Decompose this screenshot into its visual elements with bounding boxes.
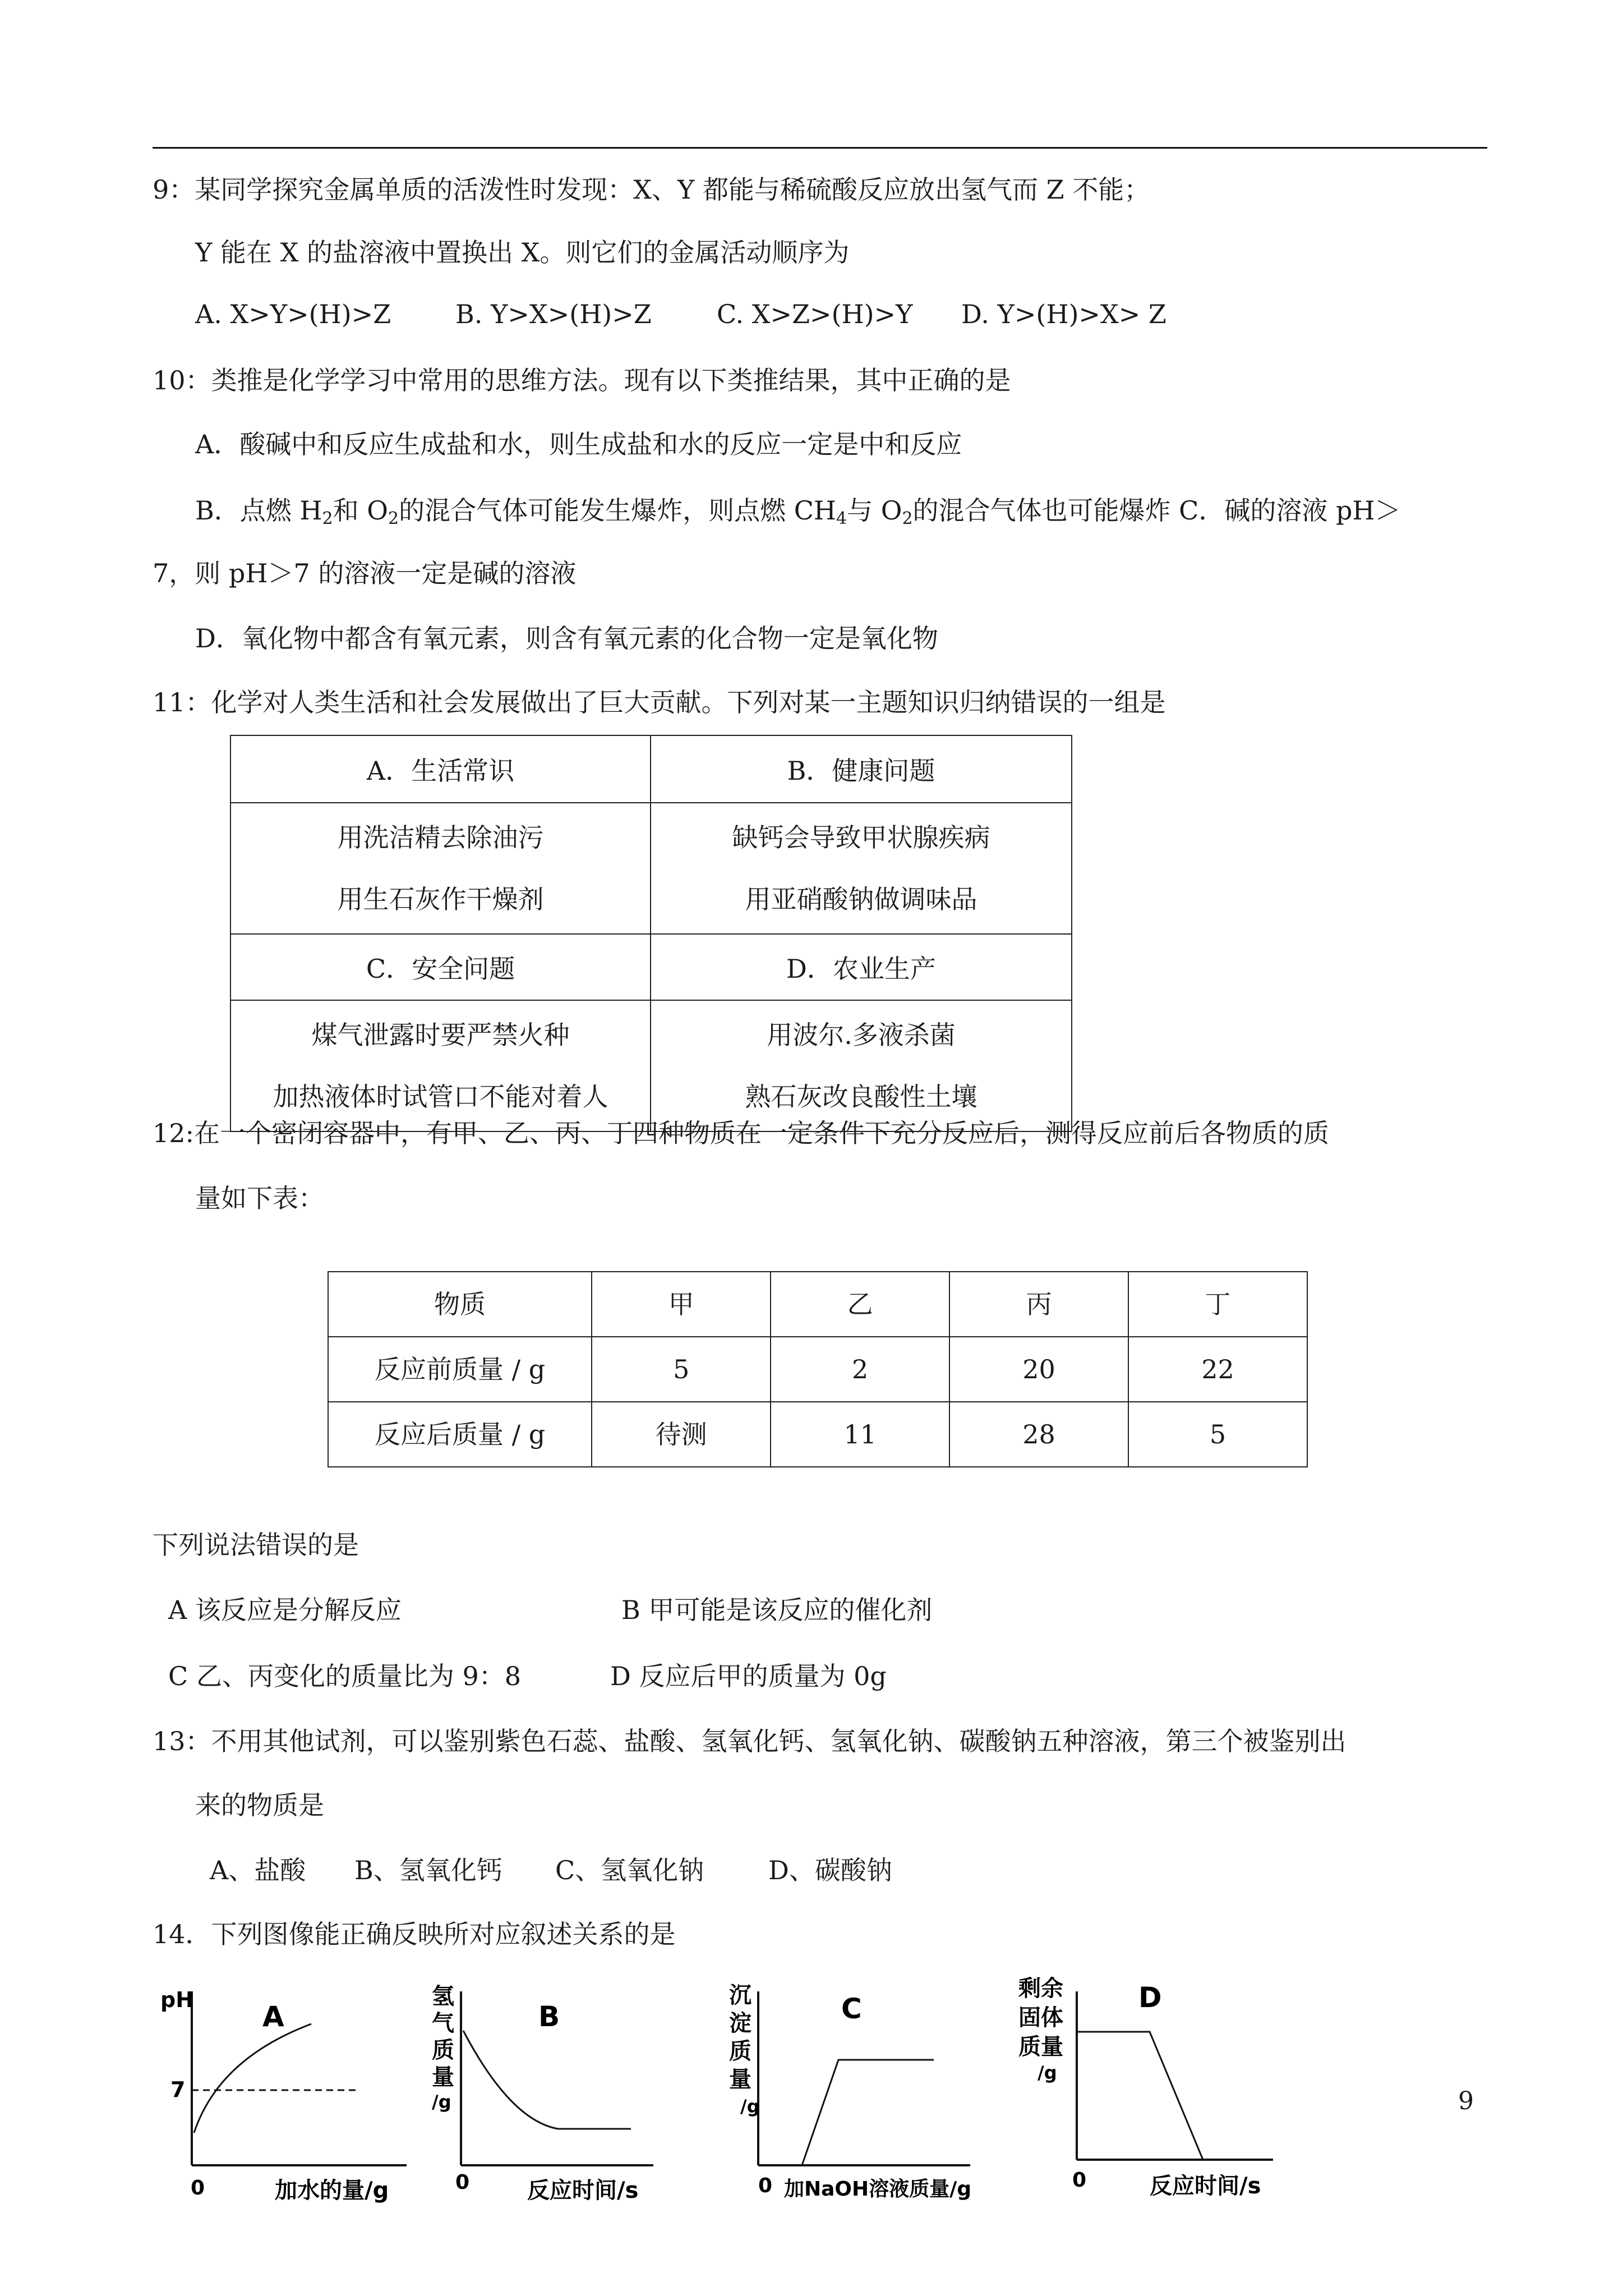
q10-option-d: D．氧化物中都含有氧元素，则含有氧元素的化合物一定是氧化物 [195,623,938,654]
q11-cell-d-body [651,1000,1072,1131]
graph-d-xlabel: 反应时间/s [1150,2173,1261,2199]
q11-cell-a-head: A．生活常识 [230,735,651,803]
q12-cell: 5 [1128,1402,1307,1467]
graph-a-xlabel: 加水的量/g [275,2178,389,2203]
q9-option-a: A. X>Y>(H)>Z [195,299,391,329]
q11-cell-a-body [230,803,651,934]
q12-cell: 11 [771,1402,949,1467]
q11-cell-c-body [230,1000,651,1131]
graph-a-curve [194,2024,311,2133]
q12-stem-line1: 12:在一个密闭容器中，有甲、乙、丙、丁四种物质在一定条件下充分反应后，测得反应前后各物质的质 [153,1118,1330,1148]
q13-stem-line1: 13：不用其他试剂，可以鉴别紫色石蕊、盐酸、氢氧化钙、氢氧化钠、碳酸钠五种溶液，第三个被鉴别出 [153,1726,1347,1756]
q12-cell: 反应前质量 / g [328,1337,592,1402]
q12-header-cell: 物质 [328,1272,592,1337]
graph-b-origin: 0 [455,2171,470,2194]
graph-d-yunit: /g [1038,2062,1057,2083]
q12-cell: 28 [949,1402,1128,1467]
q9-option-d: D. Y>(H)>X> Z [961,299,1166,329]
q9-option-b: B. Y>X>(H)>Z [455,299,652,329]
q12-prompt: 下列说法错误的是 [153,1530,359,1560]
graph-a-ref-label: 7 [170,2077,186,2102]
q11-c-item-2: 加热液体时试管口不能对着人 [273,1082,608,1112]
graph-b-xlabel: 反应时间/s [527,2178,639,2203]
q11-b-item-2: 用亚硝酸钠做调味品 [745,884,978,914]
graph-a-origin: 0 [191,2177,205,2200]
q12-header-cell: 乙 [771,1272,949,1337]
q12-option-a: A 该反应是分解反应 [168,1595,402,1625]
q11-a-item-2: 用生石灰作干燥剂 [337,884,544,914]
graph-b-ylabel-2: 气 [432,2010,454,2036]
graph-d-ylabel-2: 固体 [1018,2005,1063,2031]
graph-c-xlabel: 加NaOH溶液质量/g [784,2178,972,2201]
q12-table-row [328,1337,1307,1402]
q11-c-item-1: 煤气泄露时要严禁火种 [311,1020,570,1050]
q12-option-c: C 乙、丙变化的质量比为 9：8 [168,1661,521,1691]
graph-c-yunit: /g [740,2096,760,2117]
graph-a [157,1975,426,2205]
q9-stem-line2: Y 能在 X 的盐溶液中置换出 X。则它们的金属活动顺序为 [195,237,850,268]
q12-cell: 5 [592,1337,771,1402]
q13-option-a: A、盐酸 [210,1855,306,1885]
q10-stem: 10：类推是化学学习中常用的思维方法。现有以下类推结果，其中正确的是 [153,365,1011,395]
graph-b [426,1975,662,2205]
graph-c-ylabel-3: 质 [729,2039,751,2064]
q12-cell: 20 [949,1337,1128,1402]
q12-table-row [328,1402,1307,1467]
q11-b-item-1: 缺钙会导致甲状腺疾病 [732,822,990,853]
q12-cell: 反应后质量 / g [328,1402,592,1467]
q10-option-b: B．点燃 $H_2$和 $O_2$的混合气体可能发生爆炸，则点燃 $CH_4$与 $O_2$的混合气体也可能爆炸 C．碱的溶液 pH＞ [195,495,1401,528]
q13-stem-line2: 来的物质是 [195,1790,324,1820]
page-number: 9 [1458,2087,1474,2115]
graph-b-letter: B [538,2000,560,2033]
q9-stem-line1: 9：某同学探究金属单质的活泼性时发现：X、Y 都能与稀硫酸反应放出氢气而 Z 不能； [153,174,1150,205]
graph-c [723,1969,993,2205]
q12-option-b: B 甲可能是该反应的催化剂 [621,1595,933,1625]
graph-c-ylabel-1: 沉 [729,1982,751,2008]
q11-d-item-1: 用波尔.多液杀菌 [767,1020,956,1050]
q13-option-b: B、氢氧化钙 [354,1855,502,1885]
q11-stem: 11：化学对人类生活和社会发展做出了巨大贡献。下列对某一主题知识归纳错误的一组是 [153,687,1166,717]
q11-d-item-2: 熟石灰改良酸性土壤 [745,1082,978,1112]
q12-cell: 2 [771,1337,949,1402]
q10-option-c-continued: 7，则 pH＞7 的溶液一定是碱的溶液 [153,558,577,588]
graph-a-letter: A [262,2000,284,2033]
q12-cell: 待测 [592,1402,771,1467]
q12-mass-table [328,1271,1308,1467]
graph-b-ylabel-1: 氢 [432,1984,454,2009]
graph-d-origin: 0 [1072,2169,1087,2192]
q13-option-c: C、氢氧化钠 [555,1855,704,1885]
q13-option-d: D、碳酸钠 [768,1855,892,1885]
q11-knowledge-table [230,735,1072,1132]
graph-c-ylabel-4: 量 [729,2067,751,2092]
graph-d-ylabel-1: 剩余 [1018,1976,1063,2001]
q10-option-a: A．酸碱中和反应生成盐和水，则生成盐和水的反应一定是中和反应 [195,429,962,459]
graph-c-ylabel-2: 淀 [729,2010,751,2036]
q11-cell-d-head: D．农业生产 [651,934,1072,1000]
q12-header-cell: 丙 [949,1272,1128,1337]
q11-cell-b-head: B．健康问题 [651,735,1072,803]
graph-a-ylabel: pH [160,1987,194,2012]
q11-cell-b-body [651,803,1072,934]
q12-header-cell: 甲 [592,1272,771,1337]
graph-c-letter: C [841,1993,862,2025]
graph-b-ylabel-4: 量 [432,2064,454,2090]
graph-d [1015,1963,1284,2205]
q14-stem: 14．下列图像能正确反映所对应叙述关系的是 [153,1919,676,1949]
graph-d-curve [1078,2032,1203,2160]
q9-option-c: C. X>Z>(H)>Y [717,299,913,329]
graph-d-letter: D [1138,1981,1162,2014]
q12-stem-line2: 量如下表： [195,1183,324,1213]
q12-header-cell: 丁 [1128,1272,1307,1337]
graph-d-ylabel-3: 质量 [1018,2034,1063,2060]
graph-b-yunit: /g [432,2091,451,2113]
q11-a-item-1: 用洗洁精去除油污 [337,822,544,853]
graph-c-origin: 0 [758,2174,773,2197]
graph-b-ylabel-3: 质 [432,2037,454,2063]
graph-b-curve [463,2031,631,2129]
q11-cell-c-head: C．安全问题 [230,934,651,1000]
graph-c-curve [802,2060,934,2165]
q12-cell: 22 [1128,1337,1307,1402]
header-rule [153,147,1487,149]
q12-option-d: D 反应后甲的质量为 0g [610,1661,887,1691]
